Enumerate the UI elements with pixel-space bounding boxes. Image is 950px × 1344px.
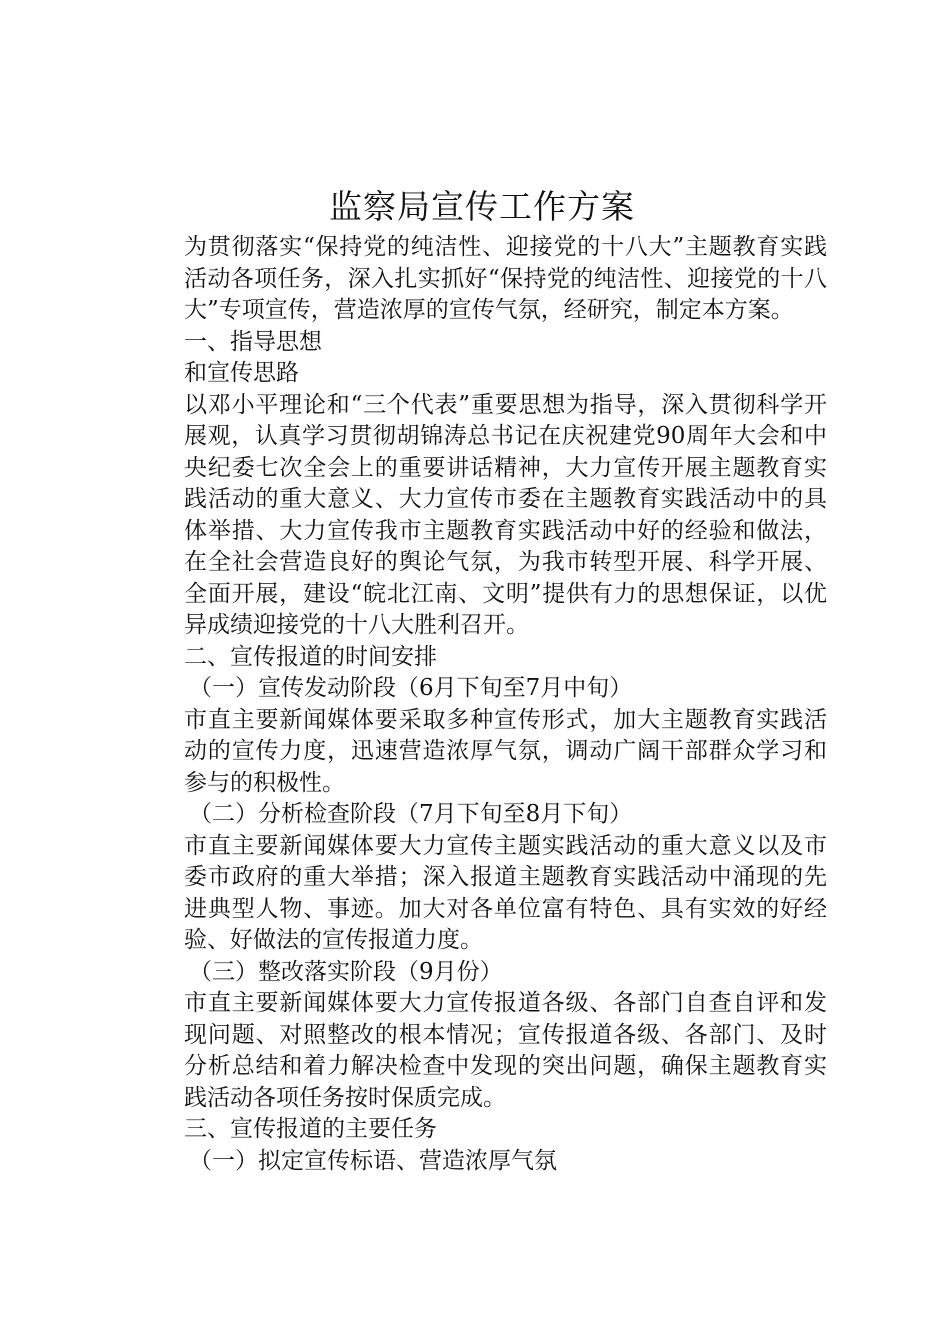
subsection-heading-2-2: （二）分析检查阶段（7月下旬至8月下旬） [189,801,633,827]
stage-3-paragraph: 市直主要新闻媒体要大力宣传报道各级、各部门自查自评和发现问题、对照整改的根本情况；宣传报道各级、各部门、及时分析总结和着力解决检查中发现的突出问题，确保主题教育实践活动各项任务按时保质完成。 [184,990,827,1111]
guiding-thought-paragraph: 以邓小平理论和“三个代表”重要思想为指导，深入贯彻科学开展观，认真学习贯彻胡锦涛总书记在庆祝建党90周年大会和中央纪委七次全会上的重要讲话精神，大力宣传开展主题教育实践活动的重大意义、大力宣传市委在主题教育实践活动中的具体举措、大力宣传我市主题教育实践活动中好的经验和做法，在全社会营造良好的舆论气氛，为我市转型开展、科学开展、全面开展，建设“皖北江南、文明”提供有力的思想保证，以优异成绩迎接党的十八大胜利召开。 [184,391,827,638]
subsection-heading-2-1: （一）宣传发动阶段（6月下旬至7月中旬） [189,675,633,701]
section-heading-2: 二、宣传报道的时间安排 [184,643,437,670]
section-heading-1: 一、指导思想 [184,328,322,355]
stage-1-paragraph: 市直主要新闻媒体要采取多种宣传形式，加大主题教育实践活动的宣传力度，迅速营造浓厚气氛，调动广阔干部群众学习和参与的积极性。 [184,706,827,796]
document-title: 监察局宣传工作方案 [329,187,635,226]
subsection-heading-3-1: （一）拟定宣传标语、营造浓厚气氛 [189,1147,557,1174]
intro-paragraph: 为贯彻落实“保持党的纯洁性、迎接党的十八大”主题教育实践活动各项任务，深入扎实抓好“保持党的纯洁性、迎接党的十八大”专项宣传，营造浓厚的宣传气氛，经研究，制定本方案。 [184,234,827,323]
section-heading-1-continued: 和宣传思路 [184,360,299,386]
document-body [137,185,827,1177]
stage-2-paragraph: 市直主要新闻媒体要大力宣传主题实践活动的重大意义以及市委市政府的重大举措；深入报道主题教育实践活动中涌现的先进典型人物、事迹。加大对各单位富有特色、具有实效的好经验、好做法的宣传报道力度。 [184,832,827,953]
section-heading-3: 三、宣传报道的主要任务 [184,1116,437,1142]
subsection-heading-2-3: （三）整改落实阶段（9月份） [189,958,503,985]
